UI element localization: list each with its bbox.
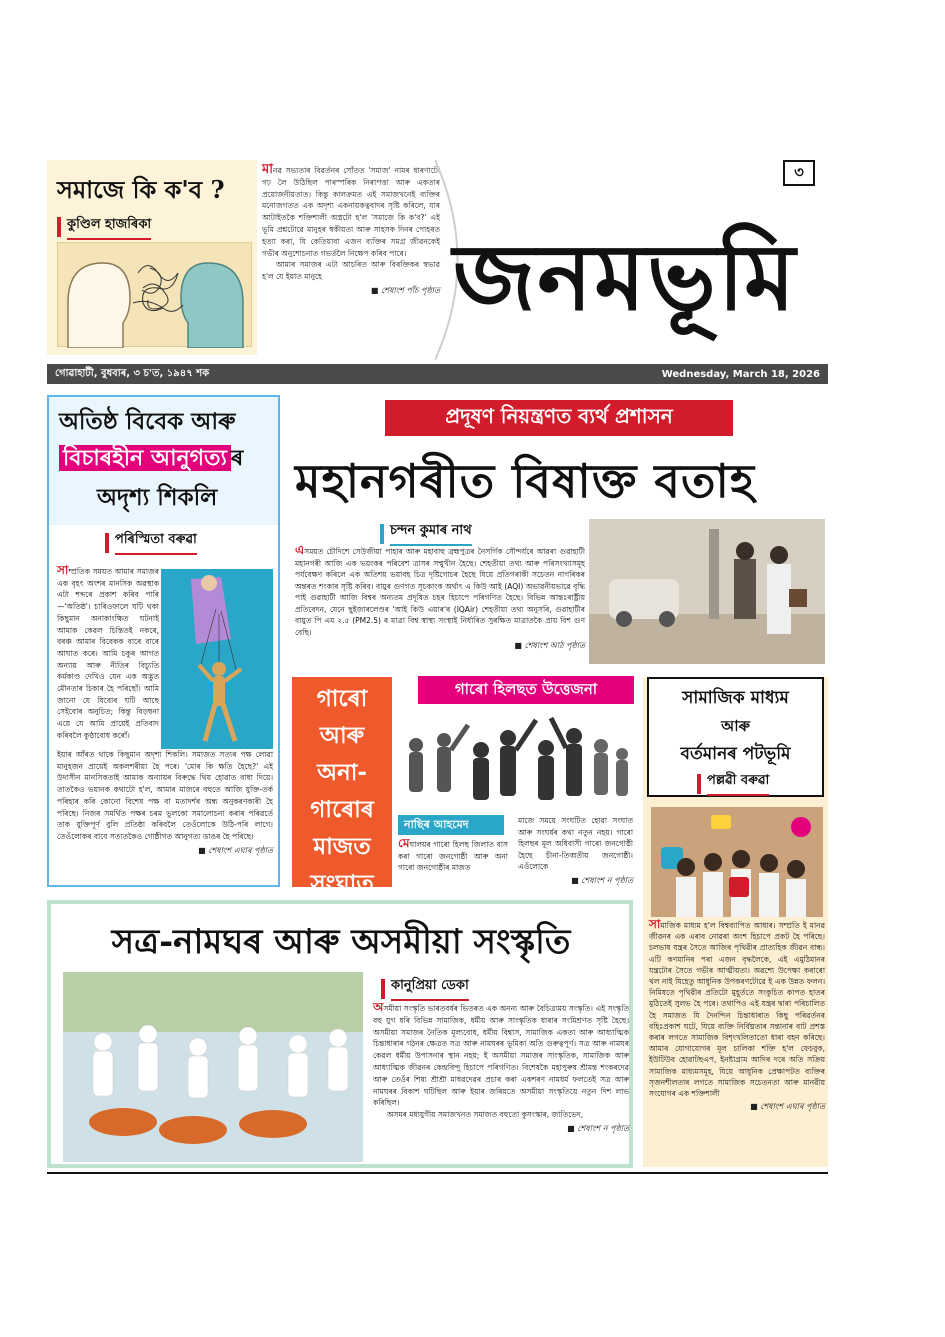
- bottom-dropcap: অ: [373, 1000, 384, 1014]
- teaser-panel: [47, 160, 257, 355]
- bottom-article: [373, 1002, 629, 1135]
- main-author: চন্দন কুমাৰ নাথ: [390, 521, 472, 546]
- right-byline: [697, 771, 769, 796]
- main-continued: ■ শেষাংশ আঠ পৃষ্ঠাত: [514, 641, 585, 650]
- teaser-title: সমাজে কি ক'ব ?: [57, 175, 225, 204]
- bottom-feature: [47, 900, 633, 1168]
- garo-side-line: গাৰো: [316, 686, 368, 712]
- left-heading-line2: [59, 441, 243, 478]
- right-heading-box: [647, 677, 824, 797]
- main-headline: মহানগৰীত বিষাক্ত বতাহ: [295, 454, 756, 508]
- garo-article-part1: [398, 838, 508, 874]
- left-heading-line1: অতিষ্ঠ বিবেক আৰু: [59, 408, 236, 435]
- right-text: মাজিক মাধ্যম হ'ল বিশ্বব্যাপিত আধাৰ। সম্প্ৰতি ই মানৱ জীৱনৰ এক এৰাব নোৱৰা অংশ হিচাপে প্ৰকট হৈ পৰিছে। চলভাষ যন্ত্ৰৰ সৈতে আজিৰ পৃথিৱীৰ প্ৰাত্যহিক জীৱন বান্ধ। এটি কণমানিৰ পৰা এজন বৃদ্ধলৈকে, এই এমুঠিমানৰ যন্ত্ৰটোৰ সৈতে গভীৰ আত্মীয়তা। অৱশ্যে উপেক্ষা কৰাৰো থল নাই যিহেতু আধুনিক উপকৰণটোৱে ই এক উন্নত ফলন। নিমিষতে পৃথিৱীৰ প্ৰতিটো মুহূৰ্ততে সংকুচিত কাপত হাতৰ মুঠিতেই সুলভ হৈ পৰে। তথাপিও এই যন্ত্ৰৰ দ্বাৰা পৰিচালিত হৈ সমাজত যি দৈনন্দিন চিন্তাধাৰাত কিছু পৰিৱৰ্তনৰ বহিঃপ্ৰকাশ ঘটে, যিয়ে ব্যক্তি নিৰ্বিঘ্নতাৰ সন্তানাৰ বাট প্ৰশস্ত কৰাৰ লগতে সামাজিক বিশৃংখলিতাতো ধাৰা বহন কৰিছে। আমাৰ যোগাযোগৰ মূল চালিকা শক্তি হ'ল ফেচবুক, ইউটিউব হোৱাটছএপ, ইনষ্টাগ্ৰাম আদিৰ দৰে অতি সক্ৰিয় সামাজিক মাধ্যমসমূহ, যিয়ে আধুনিক প্ৰেক্ষাপটত ব্যক্তিৰ সৃজনশীলতাৰ লগতে সামাজিক সচেতনতা আৰু মানৱীয় সংযোগৰ এক শক্তিশালী: [649, 921, 825, 1099]
- left-feature: [47, 395, 280, 887]
- garo-dropcap: মে: [398, 836, 410, 850]
- right-continued-text: শেষাংশ এঘাৰ পৃষ্ঠাত: [760, 1102, 825, 1112]
- garo-author: নাছিৰ আহমেদ: [404, 817, 469, 831]
- main-byline: [380, 521, 472, 546]
- left-dropcap: সা: [57, 563, 69, 577]
- garo-kicker: গাৰো হিলছত উত্তেজনা: [418, 676, 634, 704]
- teaser-dropcap: মা: [262, 162, 273, 177]
- byline-marker: [697, 774, 701, 794]
- teaser-continued: ■ শেষাংশ পাঁচ পৃষ্ঠাত: [370, 285, 440, 295]
- date-english: Wednesday, March 18, 2026: [661, 368, 820, 380]
- garo-text-2: মাজে সময়ে সংঘটিত হোৱা সংঘাত আৰু সংঘৰ্ষৰ কথা নতুন নহয়। গাৰো হিলছৰ মূল অধিবাসী গাৰো জনগোষ্ঠী হৈছে চীনা-তিব্বতীয় জনগোষ্ঠী। এওঁলোকে: [518, 816, 633, 871]
- garo-side-line: সংঘাত: [310, 871, 374, 897]
- right-feature: [643, 677, 828, 1167]
- left-continued-text: শেষাংশ এঘাৰ পৃষ্ঠাত: [208, 845, 273, 855]
- teaser-box: [47, 160, 440, 355]
- byline-marker: [380, 524, 384, 544]
- left-heading-highlight: বিচাৰহীন আনুগত্য: [59, 445, 231, 471]
- main-kicker: প্ৰদূষণ নিয়ন্ত্ৰণত ব্যৰ্থ প্ৰশাসন: [385, 400, 733, 436]
- garo-side-line: মাজত: [313, 834, 371, 860]
- date-strip: [47, 364, 828, 384]
- garo-byline: [398, 815, 504, 835]
- left-continued: ■ শেষাংশ এঘাৰ পৃষ্ঠাত: [198, 845, 273, 855]
- dance-performance-image: [63, 972, 363, 1162]
- byline-marker: [57, 217, 61, 237]
- teaser-illustration: [57, 242, 252, 347]
- teaser-article: [262, 164, 440, 297]
- left-article-part2: [57, 749, 273, 856]
- puppet-illustration: [161, 569, 273, 749]
- social-media-image: [651, 807, 823, 917]
- right-continued: ■ শেষাংশ এঘাৰ পৃষ্ঠাত: [750, 1102, 825, 1112]
- garo-side-headline: [292, 677, 392, 897]
- puppeteer-image: [161, 569, 273, 749]
- teaser-text: নৱ সভ্যতাৰ বিৱৰ্তনৰ সোঁতত 'সমাজ' নামৰ ধাৰণাটো গঢ় লৈ উঠিছিল পাৰস্পৰিক নিৰাপত্তা আৰু একতাৰ প্ৰয়োজনীয়তাত। কিন্তু কালক্ৰমত এই সমাজখনেই ব্যক্তিৰ মনোজগতত এক অদৃশ্য একনায়কত্ববাদৰ সৃষ্টি কৰিলে, যাৰ আটাইতকৈ শক্তিশালী অস্ত্ৰটো হ'ল 'সমাজে কি ক'ব?' এই ভূমি প্ৰশ্নটোৱে মানুহৰ স্বকীয়তা আৰু সাহসক দিনৰ পোহৰত হত্যা কৰা, যি কেতিয়াবা এজন ব্যক্তিৰ সমগ্ৰ জীৱনকেই গভীৰ অনুশোচনাত গভৰ্তলৈ নিক্ষেপ কৰিব পাৰে।: [262, 166, 440, 258]
- bottom-byline: [381, 976, 469, 1001]
- bottom-title: সত্ৰ-নামঘৰ আৰু অসমীয়া সংস্কৃতি: [111, 922, 571, 962]
- right-article: [649, 919, 825, 1112]
- page-bottom-rule: [47, 1172, 828, 1174]
- bottom-text-2: অসমৰ মধ্যযুগীয় সমাজখনত সমাজত বহুতো কুসংস্কাৰ, জাতিভেদ,: [387, 1110, 584, 1120]
- main-continued-text: শেষাংশ আঠ পৃষ্ঠাত: [524, 641, 585, 650]
- sattriya-dance-photo: [63, 972, 363, 1162]
- left-article-part1: [57, 565, 159, 742]
- date-assamese: গোৱাহাটী, বুধবাৰ, ৩ চ'ত, ১৯৪৭ শক: [55, 367, 210, 379]
- teaser-continued-text: শেষাংশ পাঁচ পৃষ্ঠাত: [380, 285, 440, 295]
- right-heading-line2: আৰু: [721, 717, 750, 735]
- newspaper-title: জনমভূমি: [453, 223, 798, 331]
- page-number: ৩: [783, 160, 815, 186]
- smog-photo: [589, 519, 825, 664]
- protest-image: [396, 710, 632, 814]
- garo-side-line: গাৰোৰ: [310, 797, 374, 823]
- two-heads-illustration: [58, 243, 253, 348]
- left-text-1: ম্প্ৰতিক সময়ত আমাৰ সমাজৰ এক বৃহৎ অংশৰ মানসিক অৱস্থাক এটা শব্দৰে প্ৰকাশ কৰিব পাৰি—'অতিষ্ঠ'। চাৰিওফালে ঘটি থকা কিছুমান অনাকাংক্ষিত ঘটনাই আমাক কেৱল চিন্তিতই নকৰে, বৰঞ্চ আমাৰ বিবেকক বাৰে বাৰে আঘাত কৰে। আমি চকুৰ আগত অন্যায় আৰু নীতিৰ বিচ্যুতি কৰ্মকাণ্ড দেখিও যেন এক অদ্ভুত মৌনতাৰ চিকাৰ হৈ পৰিছোঁ। আমি জানো যে যিবোৰ ঘটি আছে সেইবোৰ অনুচিত; কিন্তু বিড়ম্বনা এয়ে যে আমি প্ৰায়েই প্ৰতিবাদ কৰিবলৈ কুণ্ঠাবোধ কৰোঁ।: [57, 567, 159, 740]
- right-heading-line1: সামাজিক মাধ্যম: [682, 688, 789, 708]
- left-author: পৰিস্মিতা বৰুৱা: [115, 530, 197, 555]
- bottom-continued-text: শেষাংশ ন পৃষ্ঠাত: [577, 1123, 629, 1133]
- main-text: সময়ত চৌদিশে সেউজীয়া পাহাৰ আৰু মহাবাহু ব্ৰহ্মপুত্ৰৰ নৈসৰ্গিক সৌন্দৰ্যৰে আৱৰা গুৱাহাটী মহানগৰী আজি এক ভয়ংকৰ পৰিবেশ ত্ৰাসৰ সন্মুখীন হৈছে। শেহতীয়া তথ্য আৰু পৰিসংখ্যাসমূহ পৰ্যবেক্ষণ কৰিলে এক অতিশয় ভয়াবহ চিত্ৰ দৃষ্টিগোচৰ হৈছে যিয়ে প্ৰতিগৰাকী সচেতন নাগৰিকৰ অন্তৰত শংকাৰ সৃষ্টি কৰিব। বায়ুৰ গুণগত সূচকাংক অৰ্থাৎ এ কিউ আই (AQI) অভাৱনীয়ভাৱে বৃদ্ধি পাই গুৱাহাটী আজি বিশ্বৰ অন্যতম প্ৰদূষিত চহৰ হিচাপে পৰিগণিত হৈছে। বিভিন্ন আন্তঃৰাষ্ট্ৰীয় প্ৰতিবেদন, যেনে ছুইজাৰলেণ্ডৰ 'আই কিউ এয়াৰ'ৰ (IQAir) শেহতীয়া তথ্য অনুসৰি, গুৱাহাটীৰ বায়ুত পি এম ২.৫ (PM2.5) ৰ মাত্ৰা বিশ্ব স্বাস্থ্য সংস্থাই নিৰ্ধাৰিত সুৰক্ষিত মাত্ৰাতকৈ প্ৰায় বিশ গুণ বেছি।: [295, 547, 585, 637]
- teaser-byline: [57, 215, 257, 239]
- right-author: পল্লৱী বৰুৱা: [707, 771, 769, 796]
- left-heading-suffix: ৰ: [230, 445, 244, 471]
- bottom-author: কানুপ্ৰিয়া ডেকা: [391, 976, 469, 1001]
- teaser-author: কুণ্ডিল হাজৰিকা: [67, 215, 151, 240]
- left-byline: [105, 530, 197, 555]
- left-feature-heading: [49, 397, 278, 525]
- main-article: [295, 545, 585, 652]
- bottom-text: সমীয়া সংস্কৃতি ভাৰতবৰ্ষৰ ভিতৰত এক অনন্য আৰু বৈচিত্ৰ্যময় সংস্কৃতি। এই সংস্কৃতি বহু যুগ ধৰি বিভিন্ন সামাজিক, ধৰ্মীয় আৰু সাংস্কৃতিক ধাৰাৰ সংমিশ্ৰণত সৃষ্টি হৈছে। অসমীয়া সমাজৰ নৈতিক মূল্যবোধ, ধৰ্মীয় বিশ্বাস, সামাজিক একতা আৰু আধ্যাত্মিক চিন্তাধাৰাৰ গঠনৰ ক্ষেত্ৰত সত্ৰ আৰু নামঘৰৰ ভূমিকা অতি গুৰুত্বপূৰ্ণ। সত্ৰ আৰু নামঘৰ কেৱল ধৰ্মীয় উপাসনাৰ স্থান নহয়; ই অসমীয়া সমাজৰ সাংস্কৃতিক, সামাজিক আৰু আধ্যাত্মিক জীৱনৰ কেন্দ্ৰবিন্দু হিচাপে পৰিগণিত। বিশেষকৈ মহাপুৰুষ শ্ৰীমন্ত শংকৰদেৱ আৰু তেওঁৰ শিষ্য শ্ৰীশ্ৰী মাধৱদেৱৰ প্ৰচাৰ কৰা একশৰণ নামধৰ্ম ফলতেই সত্ৰ আৰু নামঘৰৰ বিকাশ ঘটিছিল আৰু ইয়াৰ জৰিয়তে অসমীয়া সংস্কৃতিয়ে নতুন দিশ লাভ কৰিছিল।: [373, 1004, 629, 1108]
- teaser-text-2: আমাৰ সমাজৰ এটা আচৰিত আৰু বিৰক্তিকৰ স্বভাৱ হ'ল যে ইয়াত মানুহে: [262, 260, 440, 282]
- bottom-continued: ■ শেষাংশ ন পৃষ্ঠাত: [567, 1123, 629, 1133]
- left-text-2: ইয়াৰ আঁৰত থাকে কিছুমান অদৃশ্য শিকলি। সমাজত সত্যৰ পক্ষ লোৱা মানুহজন প্ৰায়েই অকলশৰীয়া হৈ পৰে। 'মোৰ কি ক্ষতি হৈছে?' এই উদাসীন মানসিকতাই আমাক অন্যায়ৰ বিৰুদ্ধে থিয় হোৱাত বাধা দিয়ে। তাতকৈও ভয়ানক কথাটো হ'ল, আমাৰ মাজৰে বহুতে আজি যুক্তি-তৰ্ক পৰিহাৰ কৰি কোনো বিশেষ পক্ষ বা মতাদৰ্শৰ অন্ধ অনুকৰণকাৰী হৈ পৰিছে। নিজৰ সমৰ্থিত পক্ষৰ চৰম ভুলকো সমালোচনা কৰাৰ পৰিৱৰ্তে তাক যুক্তিপূৰ্ণ বুলি প্ৰতিষ্ঠা কৰিবলৈ তেওঁলোকে উঠি-পৰি লাগে। তেওঁলোকৰ বাবে সত্যতকৈও গোষ্ঠীগত আনুগত্য ডাঙৰ হৈ পৰিছে।: [57, 750, 273, 841]
- garo-article-part2: [518, 815, 633, 886]
- right-heading-line3: বৰ্তমানৰ পটভূমি: [680, 744, 791, 764]
- garo-text-1: ঘালয়ৰ গাৰো হিলছ জিলাত বাস কৰা গাৰো জনগোষ্ঠী আৰু অনা গাৰো জনগোষ্ঠীৰ মাজত: [398, 840, 508, 872]
- left-heading-line3: অদৃশ্য শিকলি: [97, 484, 218, 511]
- garo-side-line: আৰু: [319, 723, 365, 749]
- social-media-photo: [651, 807, 823, 917]
- garo-continued-text: শেষাংশ ন পৃষ্ঠাত: [581, 875, 633, 885]
- byline-marker: [381, 979, 385, 999]
- garo-side-line: অনা-: [317, 760, 367, 786]
- smog-street-image: [589, 519, 825, 664]
- masthead: [435, 160, 830, 360]
- garo-continued: ■ শেষাংশ ন পৃষ্ঠাত: [571, 875, 633, 885]
- byline-marker: [105, 533, 109, 553]
- protest-silhouettes: [396, 710, 632, 814]
- right-dropcap: সা: [649, 917, 661, 931]
- main-dropcap: এ: [295, 543, 305, 557]
